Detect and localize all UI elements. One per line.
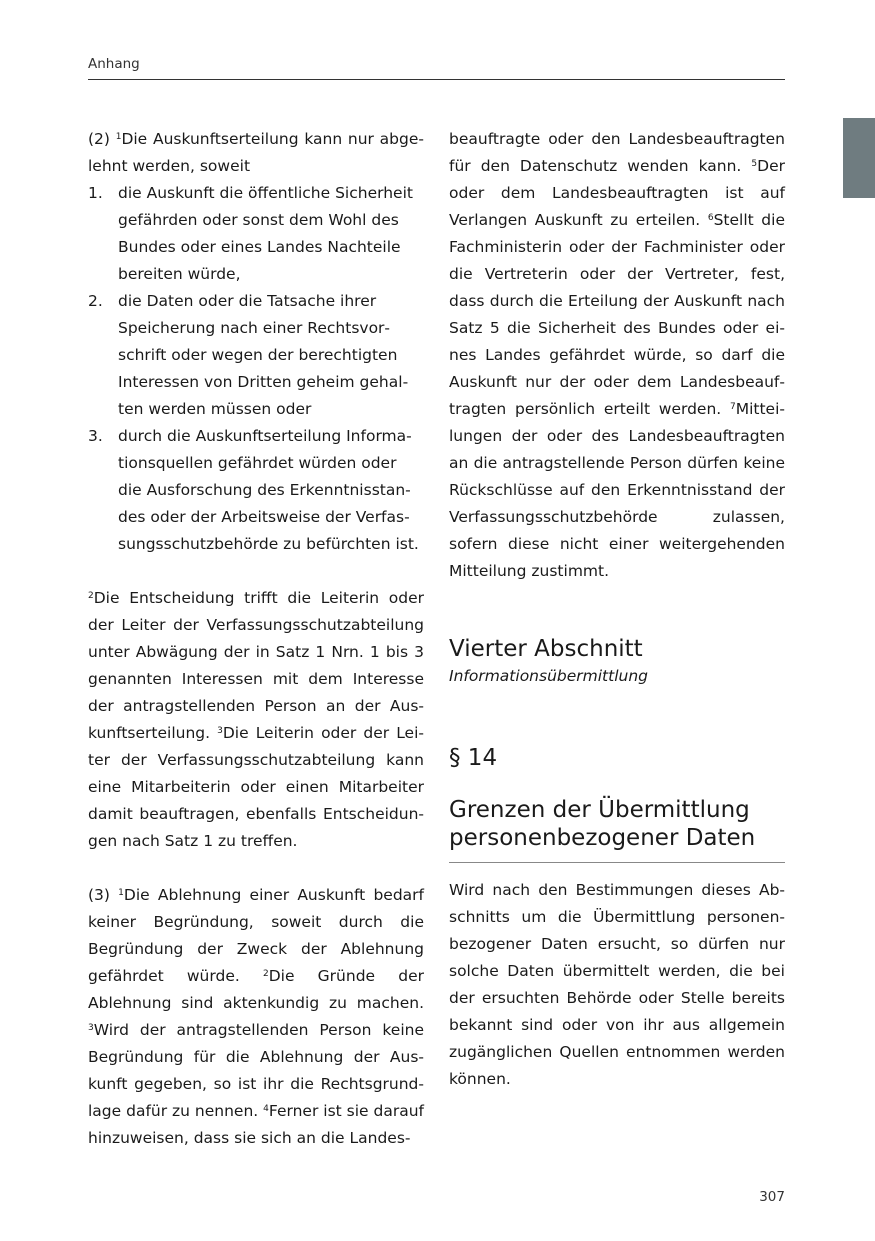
section-heading: Vierter Abschnitt: [449, 636, 643, 662]
exception-list: [88, 180, 424, 558]
page-number: 307: [759, 1189, 785, 1205]
list-item: 2. die Daten oder die Tatsache ihrer Speicherung nach einer Rechtsvorschrift oder wegen der berechtigten Interessen von Dritten geheim gehalten werden müssen oder: [88, 292, 409, 418]
chapter-thumb-tab: [843, 118, 875, 198]
paragraph-number: § 14: [449, 745, 498, 771]
list-item: 1. die Auskunft die öffentliche Sicherheit gefährden oder sonst dem Wohl des Bundes oder eines Landes Nachteile bereiten würde,: [88, 184, 413, 283]
title-rule: [449, 862, 785, 863]
paragraph-title-line-2: personenbezogener Daten: [449, 825, 756, 851]
paragraph-3: (3) $^1$Die Ablehnung einer Auskunft bedarf keiner Begründung, soweit durch die Begründung der Zweck der Ablehnung gefährdet würde. $^2$Die Gründe der Ablehnung sind aktenkundig zu machen. $^3$Wird der antragstellenden Person keine Begründung für die Ablehnung der Auskunft gegeben, so ist ihr die Rechtsgrundlage dafür zu nennen. $^4$Ferner ist sie darauf hinzuweisen, dass sie sich an die Landes-: [88, 886, 424, 1147]
paragraph-14-body: Wird nach den Bestimmungen dieses Abschnitts um die Übermittlung personenbezogener Daten ersucht, so dürfen nur solche Daten übermittelt werden, die bei der ersuchten Behörde oder Stelle bereits bekannt sind oder von ihr aus allgemein zugänglichen Quellen entnommen werden können.: [449, 881, 785, 1088]
list-item: 3. durch die Auskunftserteilung Informationsquellen gefährdet würden oder die Ausforschung des Erkenntnisstandes oder der Arbeitsweise der Verfassungsschutzbehörde zu befürchten ist.: [88, 427, 419, 553]
left-column: [88, 126, 424, 1152]
header-rule: [88, 79, 785, 80]
running-header: Anhang: [88, 56, 140, 72]
paragraph-title-line-1: Grenzen der Übermittlung: [449, 797, 750, 823]
right-column: [449, 126, 785, 1093]
paragraph-2-intro: (2) $^1$Die Auskunftserteilung kann nur abgelehnt werden, soweit: [88, 130, 424, 175]
section-subheading: Informationsübermittlung: [449, 667, 648, 685]
paragraph-3-continuation: beauftragte oder den Landesbeauftragten für den Datenschutz wenden kann. $^5$Der oder dem Landesbeauftragten ist auf Verlangen Auskunft zu erteilen. $^6$Stellt die Fachministerin oder der Fachminister oder die Vertreterin oder der Vertreter, fest, dass durch die Erteilung der Auskunft nach Satz 5 die Sicherheit des Bundes oder eines Landes gefährdet würde, so darf die Auskunft nur der oder dem Landesbeauftragten persönlich erteilt werden. $^7$Mitteilungen der oder des Landesbeauftragten an die antragstellende Person dürfen keine Rückschlüsse auf den Erkenntnisstand der Verfassungsschutzbehörde zulassen, sofern diese nicht einer weitergehenden Mitteilung zustimmt.: [449, 130, 785, 580]
paragraph-2-decision: $^2$Die Entscheidung trifft die Leiterin oder der Leiter der Verfassungsschutzabteilung unter Abwägung der in Satz 1 Nrn. 1 bis 3 genannten Interessen mit dem Interesse der antragstellenden Person an der Auskunftserteilung. $^3$Die Leiterin oder der Leiter der Verfassungsschutzabteilung kann eine Mitarbeiterin oder einen Mitarbeiter damit beauftragen, ebenfalls Entscheidungen nach Satz 1 zu treffen.: [88, 589, 424, 850]
